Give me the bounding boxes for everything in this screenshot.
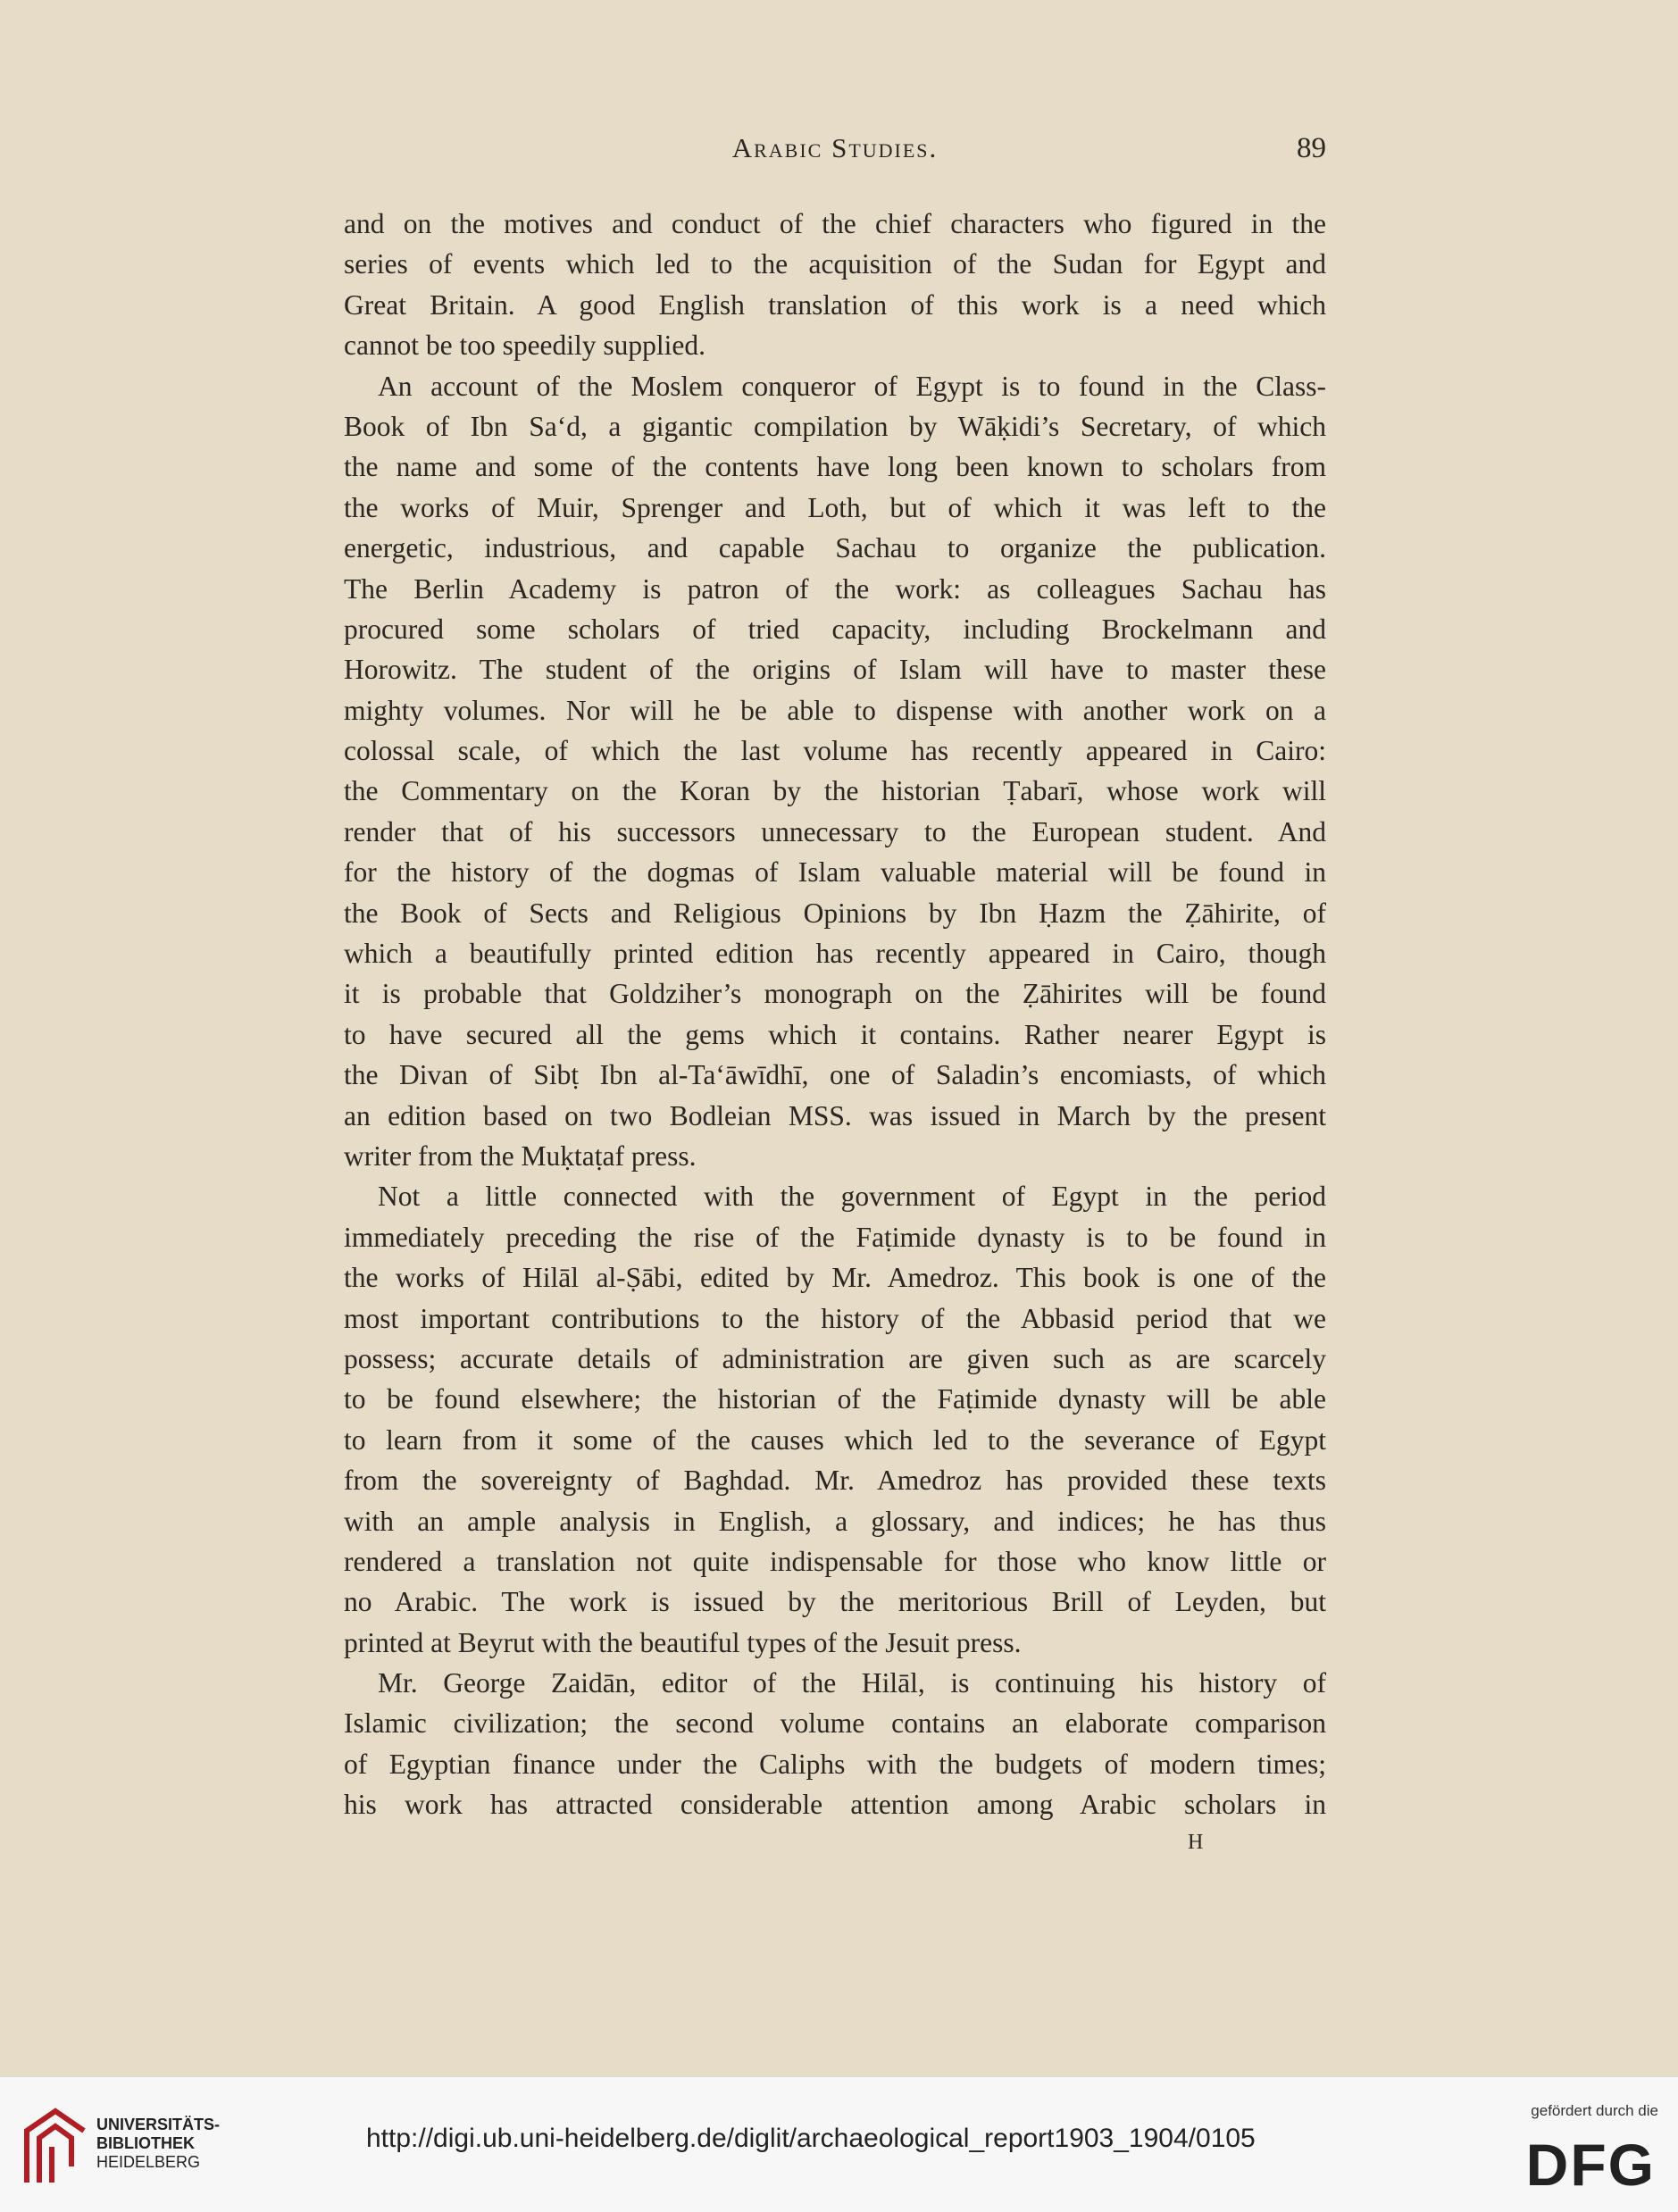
university-library-logo-icon [20, 2104, 91, 2186]
text-line: the name and some of the contents have long been known to scholars from [344, 451, 1326, 483]
text-line: printed at Beyrut with the beautiful types of the Jesuit press. [344, 1626, 1022, 1658]
text-line: for the history of the dogmas of Islam valuable material will be found in [344, 856, 1326, 889]
text-line: colossal scale, of which the last volume has recently appeared in Cairo: [344, 735, 1326, 767]
text-line: the Commentary on the Koran by the historian Ṭabarī, whose work will [344, 775, 1326, 807]
dfg-logo: DFG [1525, 2132, 1656, 2198]
text-line: no Arabic. The work is issued by the meritorious Brill of Leyden, but [344, 1586, 1326, 1618]
text-line: the works of Hilāl al-Ṣābi, edited by Mr. Amedroz. This book is one of the [344, 1262, 1326, 1294]
text-line: Horowitz. The student of the origins of Islam will have to master these [344, 654, 1326, 686]
text-line: immediately preceding the rise of the Faṭimide dynasty is to be found in [344, 1221, 1326, 1253]
text-line: possess; accurate details of administration are given such as are scarcely [344, 1342, 1326, 1374]
text-line: with an ample analysis in English, a glossary, and indices; he has thus [344, 1505, 1326, 1537]
text-line: the Book of Sects and Religious Opinions by Ibn Ḥazm the Ẓāhirite, of [344, 897, 1326, 929]
text-line: from the sovereignty of Baghdad. Mr. Amedroz has provided these texts [344, 1465, 1326, 1497]
text-line: and on the motives and conduct of the chief characters who figured in the [344, 208, 1326, 239]
paragraph-first-line: Not a little connected with the government of Egypt in the period [378, 1181, 1326, 1213]
text-line: his work has attracted considerable attention among Arabic scholars in [344, 1789, 1326, 1821]
text-line: which a beautifully printed edition has recently appeared in Cairo, though [344, 938, 1326, 970]
library-name-line: BIBLIOTHEK [96, 2134, 195, 2152]
text-line: to be found elsewhere; the historian of the Faṭimide dynasty will be able [344, 1383, 1326, 1415]
running-title: Arabic Studies. [731, 132, 939, 163]
funding-note: gefördert durch die [1531, 2102, 1658, 2119]
text-line: render that of his successors unnecessary to the European student. And [344, 815, 1326, 847]
library-name-line: HEIDELBERG [96, 2153, 201, 2171]
text-line: an edition based on two Bodleian MSS. was issued in March by the present [344, 1099, 1326, 1131]
source-url-link[interactable]: http://digi.ub.uni-heidelberg.de/diglit/archaeological_report1903_1904/0105 [366, 2124, 1256, 2153]
text-line: Great Britain. A good English translation of this work is a need which [344, 288, 1326, 321]
text-line: procured some scholars of tried capacity, including Brockelmann and [344, 613, 1326, 645]
running-head [344, 132, 1326, 186]
text-line: series of events which led to the acquisition of the Sudan for Egypt and [344, 248, 1326, 280]
text-line: the works of Muir, Sprenger and Loth, but of which it was left to the [344, 491, 1326, 523]
text-line: to learn from it some of the causes which led to the severance of Egypt [344, 1423, 1326, 1456]
text-line: Book of Ibn Sa‘d, a gigantic compilation by Wāḳidi’s Secretary, of which [344, 410, 1326, 442]
text-line: Islamic civilization; the second volume contains an elaborate comparison [344, 1707, 1326, 1740]
text-line: energetic, industrious, and capable Sachau to organize the publication. [344, 532, 1326, 564]
text-line: writer from the Muḳtaṭaf press. [344, 1139, 697, 1172]
text-line: rendered a translation not quite indispensable for those who know little or [344, 1545, 1326, 1577]
text-line: The Berlin Academy is patron of the work: as colleagues Sachau has [344, 572, 1326, 605]
library-name-line: UNIVERSITÄTS- [96, 2116, 221, 2133]
text-line: of Egyptian finance under the Caliphs with the budgets of modern times; [344, 1748, 1326, 1780]
text-line: it is probable that Goldziher’s monograph on the Ẓāhirites will be found [344, 978, 1326, 1010]
signature-mark: H [1188, 1831, 1205, 1854]
body-text [344, 204, 1326, 1825]
paragraph-first-line: An account of the Moslem conqueror of Egypt is to found in the Class- [378, 370, 1326, 402]
page-number: 89 [1297, 132, 1326, 164]
paragraph-first-line: Mr. George Zaidān, editor of the Hilāl, is continuing his history of [378, 1667, 1326, 1699]
text-line: cannot be too speedily supplied. [344, 330, 706, 362]
text-line: the Divan of Sibṭ Ibn al-Ta‘āwīdhī, one of Saladin’s encomiasts, of which [344, 1059, 1326, 1091]
digitization-footer [0, 2076, 1678, 2212]
text-line: mighty volumes. Nor will he be able to dispense with another work on a [344, 694, 1326, 726]
text-line: to have secured all the gems which it contains. Rather nearer Egypt is [344, 1018, 1326, 1050]
text-line: most important contributions to the history of the Abbasid period that we [344, 1302, 1326, 1334]
university-library-name [96, 2116, 220, 2172]
